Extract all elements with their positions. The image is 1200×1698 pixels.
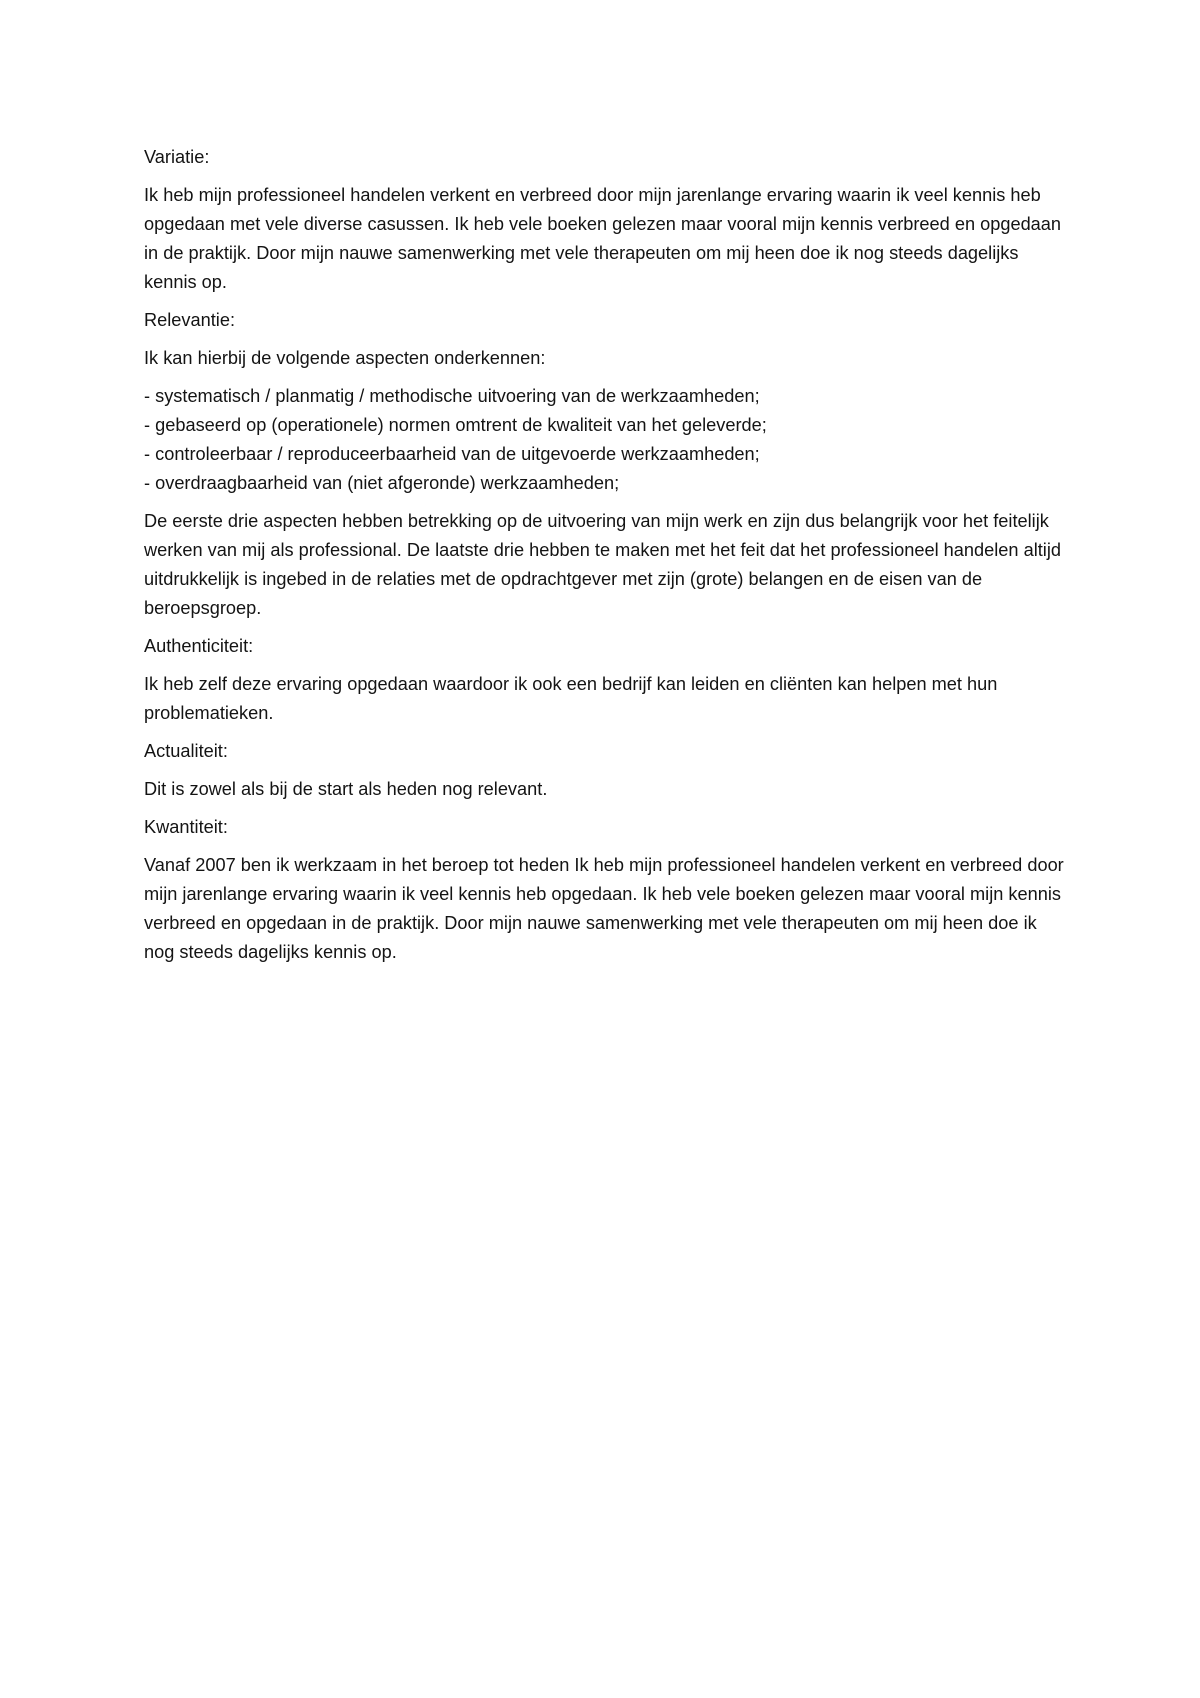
paragraph-relevantie: De eerste drie aspecten hebben betrekking op de uitvoering van mijn werk en zijn dus belangrijk voor het feitelijk werken van mij als professional. De laatste drie hebben te maken met het feit dat het professioneel handelen altijd uitdrukkelijk is ingebed in de relaties met de opdrachtgever met zijn (grote) belangen en de eisen van de beroepsgroep.: [144, 511, 1061, 618]
paragraph-relevantie-intro: Ik kan hierbij de volgende aspecten onderkennen:: [144, 348, 546, 368]
heading-authenticiteit: Authenticiteit:: [144, 636, 254, 656]
aspects-list: [144, 382, 1064, 498]
paragraph-authenticiteit: Ik heb zelf deze ervaring opgedaan waardoor ik ook een bedrijf kan leiden en cliënten kan helpen met hun problematieken.: [144, 674, 998, 723]
paragraph-variatie: Ik heb mijn professioneel handelen verkent en verbreed door mijn jarenlange ervaring waarin ik veel kennis heb opgedaan met vele diverse casussen. Ik heb vele boeken gelezen maar vooral mijn kennis verbreed en opgedaan in de praktijk. Door mijn nauwe samenwerking met vele therapeuten om mij heen doe ik nog steeds dagelijks kennis op.: [144, 185, 1062, 292]
heading-variatie: Variatie:: [144, 147, 210, 167]
heading-kwantiteit: Kwantiteit:: [144, 817, 228, 837]
paragraph-kwantiteit: Vanaf 2007 ben ik werkzaam in het beroep tot heden Ik heb mijn professioneel handelen verkent en verbreed door mijn jarenlange ervaring waarin ik veel kennis heb opgedaan. Ik heb vele boeken gelezen maar vooral mijn kennis verbreed en opgedaan in de praktijk. Door mijn nauwe samenwerking met vele therapeuten om mij heen doe ik nog steeds dagelijks kennis op.: [144, 855, 1064, 962]
heading-actualiteit: Actualiteit:: [144, 741, 228, 761]
heading-relevantie: Relevantie:: [144, 310, 235, 330]
document-body: [144, 143, 1064, 976]
list-item: - gebaseerd op (operationele) normen omtrent de kwaliteit van het geleverde;: [144, 415, 767, 435]
list-item: - controleerbaar / reproduceerbaarheid van de uitgevoerde werkzaamheden;: [144, 444, 760, 464]
list-item: - systematisch / planmatig / methodische uitvoering van de werkzaamheden;: [144, 386, 760, 406]
paragraph-actualiteit: Dit is zowel als bij de start als heden nog relevant.: [144, 779, 548, 799]
list-item: - overdraagbaarheid van (niet afgeronde) werkzaamheden;: [144, 473, 620, 493]
